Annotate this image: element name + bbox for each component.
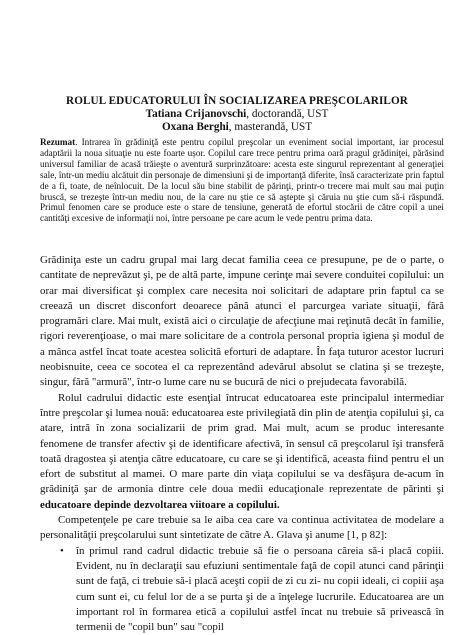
author-role-2: , masterandă, UST (228, 121, 313, 133)
author-name-2: Oxana Berghi (161, 121, 229, 133)
article-title: ROLUL EDUCATORULUI ÎN SOCIALIZAREA PREŞCOLARILOR (66, 95, 408, 107)
paragraph-3: Competenţele pe care trebuie sa le aiba cea care va continua activitatea de modelare a personalităţii preşcolarului sunt sintetizate de către A. Glava şi anume [1, p 82]: (40, 514, 444, 542)
paragraph-2-emphasis: educatoare depinde dezvoltarea viitoare a copilului. (40, 498, 280, 511)
article-body (40, 253, 444, 635)
abstract-label: Rezumat (40, 137, 76, 147)
article-header (0, 95, 474, 134)
author-role-1: , doctorandă, UST (246, 108, 329, 120)
author-line-1 (0, 108, 474, 121)
abstract-text: . Intrarea în grădiniţă este pentru copilul preşcolar un eveniment social important, iar procesul adaptării la noua situaţie nu este foarte ușor. Copilul care trece pentru prima oară pragul grădiniţei, părăsind universul familiar de acasă trăieşte o aventură surprinzătoare: acesta este singurul reprezentant al generaţiei sale, într-un mediu alcătuit din personaje de dimensiuni şi de importanţă diferite, însă caracterizate prin faptul de a fi, toate, de neînlocuit. De la locul său bine stabilit de părinţi, printr-o trecere mai mult sau mai puţin bruscă, se trezeşte într-un mediu nou, de la care nu ştie ce să aştepte şi căruia nu ştie cum să-i răspundă. Primul fenomen care se produce este o stare de tensiune, generată de efortul stocării de către copil a unei cantităţi excesive de informaţii noi, între persoane pe care acum le vede pentru prima data. (40, 137, 444, 224)
paragraph-2 (40, 391, 444, 513)
author-name-1: Tatiana Crijanovschi (145, 108, 247, 120)
paragraph-1: Grădiniţa este un cadru grupal mai larg decat familia ceea ce presupune, pe de o parte, o cantitate de neprevăzut şi, pe de altă parte, impune cerinţe mai severe conduitei copilului: un orar mai diversificat şi complex care necesita noi solicitari de adaptare prin faptul ca se creează un discret disconfort deoarece până atunci el parcurgea variate situaţii, fără programări clare. Mai mult, există aici o circulaţie de afecţiune mai reţinută decât în familie, rigori reverenţioase, o mai mare solicitare de a controla personal propria igiena şi modul de a mânca astfel încat toate acestea solicită eforturi de adaptare. În faţa tuturor acestor lucruri neobisnuite, ceea ce socotea el ca reprezentând adevărul absolut se clatina şi se trezeşte, singur, fără "armură", într-o lume care nu se bucură de nici o prejudecata favorabilă. (40, 254, 444, 389)
bullet-item-1 (40, 544, 444, 635)
bullet-icon: • (60, 544, 64, 557)
paragraph-2-text: Rolul cadrului didactic este esenţial întrucat educatoarea este principalul intermediar între preşcolar şi lumea nouă: educatoarea este privilegiată din plin de atenţia copilului şi, ca atare, intră în zona socializarii de prim grad. Mai mult, acum se produc interesante fenomene de transfer afectiv şi de identificare afectivă, în sensul că preşcolarul îşi transferă toată dragostea şi atenţia către educatoare, cu care se şi identifică, aceasta fiind pentru el un efort de substitut al mamei. O mare parte din viaţa copilului se va desfăşura de-acum în grădiniţă şar de armonia dintre cele doua medii educaţionale reprezentate de părinti şi (40, 391, 444, 496)
abstract (40, 137, 444, 224)
author-line-2 (0, 121, 474, 134)
bullet-item-1-text: în primul rand cadrul didactic trebuie să fie o persoana căreia să-i placă copiii. Evident, nu în declaraţii sau efuziuni sentimentale faţă de copil atunci cand părinţii sunt de faţă, ci trebuie să-i placă aceşti copii de zi cu zi- nu copii ideali, ci copiii aşa cum sunt ei, cu felul lor de a se purta şi de a înţelege lucrurile. Educatoarea are un important rol în formarea etică a copilului astfel încat nu trebuie să privească în termenii de "copil bun" sau "copil (76, 544, 444, 634)
